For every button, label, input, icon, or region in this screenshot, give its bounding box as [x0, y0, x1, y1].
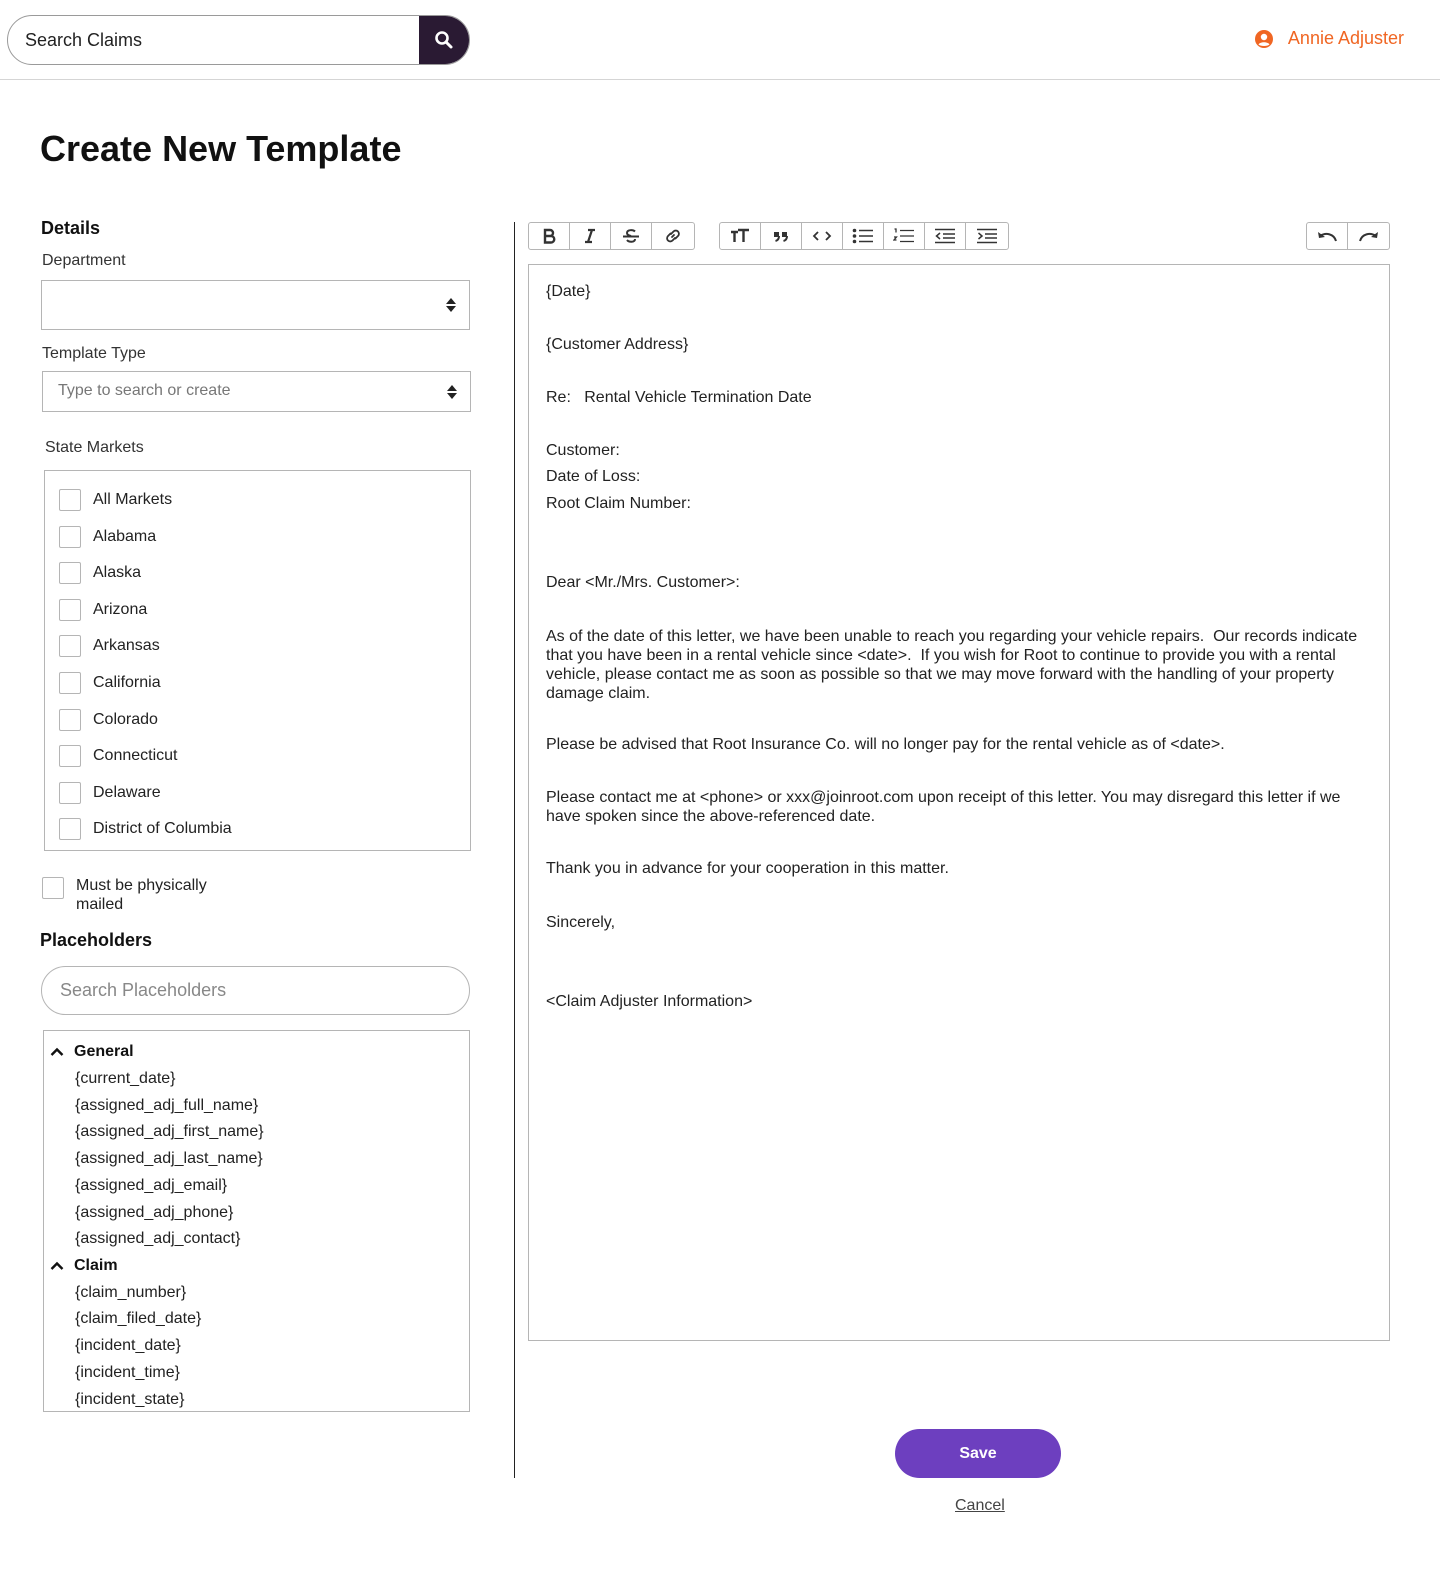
link-icon: [664, 227, 682, 245]
code-icon: [812, 230, 832, 242]
editor-closing: Sincerely,: [546, 914, 616, 931]
market-checkbox-row[interactable]: [59, 635, 160, 657]
placeholder-item[interactable]: {assigned_adj_full_name}: [75, 1097, 259, 1114]
placeholder-item[interactable]: {assigned_adj_email}: [75, 1177, 228, 1194]
search-button[interactable]: [419, 16, 469, 64]
placeholder-item[interactable]: {assigned_adj_first_name}: [75, 1123, 264, 1140]
placeholder-list: [43, 1030, 470, 1412]
bullet-list-icon: [852, 228, 874, 244]
editor-address: {Customer Address}: [546, 336, 689, 353]
checkbox[interactable]: [59, 635, 81, 657]
indent-icon: [976, 228, 998, 244]
checkbox[interactable]: [59, 782, 81, 804]
save-button[interactable]: Save: [895, 1429, 1061, 1478]
link-button[interactable]: [652, 223, 693, 249]
heading-button[interactable]: [720, 223, 761, 249]
history-toolbar-group: [1306, 222, 1390, 250]
select-arrows-icon: [446, 384, 458, 400]
column-divider: [514, 222, 515, 1478]
select-arrows-icon: [445, 297, 457, 313]
template-type-select[interactable]: [42, 371, 471, 412]
market-label: Colorado: [93, 711, 158, 728]
editor-date-of-loss: Date of Loss:: [546, 468, 641, 485]
italic-icon: [583, 228, 597, 244]
user-menu[interactable]: [1254, 28, 1404, 49]
checkbox[interactable]: [59, 599, 81, 621]
editor-customer: Customer:: [546, 442, 620, 459]
cancel-link[interactable]: Cancel: [955, 1497, 1005, 1514]
market-checkbox-row[interactable]: [59, 818, 232, 840]
editor-re-line: Re: Rental Vehicle Termination Date: [546, 389, 812, 406]
market-checkbox-row[interactable]: [59, 745, 178, 767]
group-toggle-general[interactable]: [50, 1043, 134, 1061]
placeholder-search-input[interactable]: [42, 967, 469, 1014]
strikethrough-button[interactable]: [611, 223, 652, 249]
market-checkbox-row[interactable]: [59, 672, 161, 694]
strikethrough-icon: [622, 228, 640, 244]
market-checkbox-row[interactable]: [59, 526, 156, 548]
placeholders-heading: Placeholders: [40, 930, 153, 950]
market-label: Connecticut: [93, 747, 178, 764]
placeholder-item[interactable]: {claim_filed_date}: [75, 1310, 202, 1327]
search-claims-input[interactable]: [8, 16, 421, 64]
group-toggle-claim[interactable]: [50, 1257, 118, 1275]
placeholder-item[interactable]: {assigned_adj_phone}: [75, 1204, 234, 1221]
mailed-label: Must be physically mailed: [76, 877, 207, 913]
market-checkbox-row[interactable]: [59, 562, 141, 584]
market-checkbox-row[interactable]: [59, 709, 158, 731]
checkbox[interactable]: [59, 745, 81, 767]
editor-paragraph-4: Thank you in advance for your cooperation in this matter.: [546, 860, 949, 877]
numbered-list-icon: [893, 228, 915, 244]
outdent-icon: [934, 228, 956, 244]
market-label: California: [93, 674, 161, 691]
group-label: Claim: [74, 1257, 118, 1274]
editor-signature: <Claim Adjuster Information>: [546, 993, 753, 1010]
placeholder-item[interactable]: {assigned_adj_last_name}: [75, 1150, 263, 1167]
template-type-label: Template Type: [42, 345, 146, 362]
market-label: Arkansas: [93, 637, 160, 654]
checkbox[interactable]: [59, 672, 81, 694]
bold-button[interactable]: [529, 223, 570, 249]
quote-button[interactable]: [761, 223, 802, 249]
bullet-list-button[interactable]: [843, 223, 884, 249]
indent-button[interactable]: [966, 223, 1007, 249]
redo-icon: [1358, 230, 1380, 242]
format-toolbar-group: [528, 222, 695, 250]
numbered-list-button[interactable]: [884, 223, 925, 249]
undo-icon: [1316, 230, 1338, 242]
bold-icon: [542, 228, 556, 244]
letter-editor[interactable]: [528, 264, 1390, 1341]
editor-date: {Date}: [546, 283, 591, 300]
heading-icon: [730, 228, 750, 244]
search-icon: [434, 30, 454, 50]
placeholder-item[interactable]: {assigned_adj_contact}: [75, 1230, 241, 1247]
placeholder-item[interactable]: {claim_number}: [75, 1284, 187, 1301]
block-toolbar-group: [719, 222, 1009, 250]
checkbox[interactable]: [59, 709, 81, 731]
checkbox[interactable]: [59, 818, 81, 840]
market-checkbox-row[interactable]: [59, 489, 172, 511]
code-button[interactable]: [802, 223, 843, 249]
market-checkbox-row[interactable]: [59, 599, 147, 621]
placeholder-item[interactable]: {current_date}: [75, 1070, 176, 1087]
search-claims: [7, 15, 470, 65]
quote-icon: [773, 229, 789, 243]
top-bar: [0, 0, 1440, 80]
editor-paragraph-1: As of the date of this letter, we have been unable to reach you regarding your vehicle repairs. Our records indicate that you have been in a rental vehicle since <date>. If you wish for Root to continue to provide you with a rental vehicle, please contact me as soon as possible so that we may move forward with the handling of your property damage claim.: [546, 628, 1362, 702]
editor-paragraph-2: Please be advised that Root Insurance Co. will no longer pay for the rental vehicle as of <date>.: [546, 736, 1225, 753]
department-label: Department: [42, 252, 126, 269]
mailed-checkbox[interactable]: [42, 877, 64, 899]
placeholder-item[interactable]: {incident_date}: [75, 1337, 181, 1354]
details-heading: Details: [41, 218, 101, 238]
user-name: Annie Adjuster: [1287, 28, 1404, 48]
market-label: Delaware: [93, 784, 161, 801]
checkbox[interactable]: [59, 489, 81, 511]
mailed-checkbox-row[interactable]: [42, 876, 226, 914]
editor-salutation: Dear <Mr./Mrs. Customer>:: [546, 574, 740, 591]
editor-paragraph-3: Please contact me at <phone> or xxx@joinroot.com upon receipt of this letter. You may disregard this letter if we have spoken since the above-referenced date.: [546, 789, 1341, 825]
market-checkbox-row[interactable]: [59, 782, 161, 804]
placeholder-item[interactable]: {incident_state}: [75, 1391, 185, 1408]
chevron-up-icon: [50, 1261, 64, 1271]
placeholder-search: [41, 966, 470, 1015]
market-label: Alabama: [93, 528, 157, 545]
template-type-placeholder: Type to search or create: [58, 382, 231, 399]
outdent-button[interactable]: [925, 223, 966, 249]
editor-claim-number: Root Claim Number:: [546, 495, 691, 512]
page-title: Create New Template: [40, 128, 402, 169]
state-markets-label: State Markets: [45, 439, 144, 456]
italic-button[interactable]: [570, 223, 611, 249]
user-avatar-icon: [1254, 29, 1274, 49]
undo-button[interactable]: [1307, 223, 1348, 249]
department-select[interactable]: [41, 280, 470, 330]
chevron-up-icon: [50, 1047, 64, 1057]
checkbox[interactable]: [59, 526, 81, 548]
redo-button[interactable]: [1348, 223, 1389, 249]
market-label: Arizona: [93, 601, 148, 618]
placeholder-item[interactable]: {incident_time}: [75, 1364, 180, 1381]
state-markets-list: [44, 470, 471, 851]
market-label: Alaska: [93, 564, 142, 581]
market-label: All Markets: [93, 491, 173, 508]
checkbox[interactable]: [59, 562, 81, 584]
group-label: General: [74, 1043, 134, 1060]
market-label: District of Columbia: [93, 820, 232, 837]
